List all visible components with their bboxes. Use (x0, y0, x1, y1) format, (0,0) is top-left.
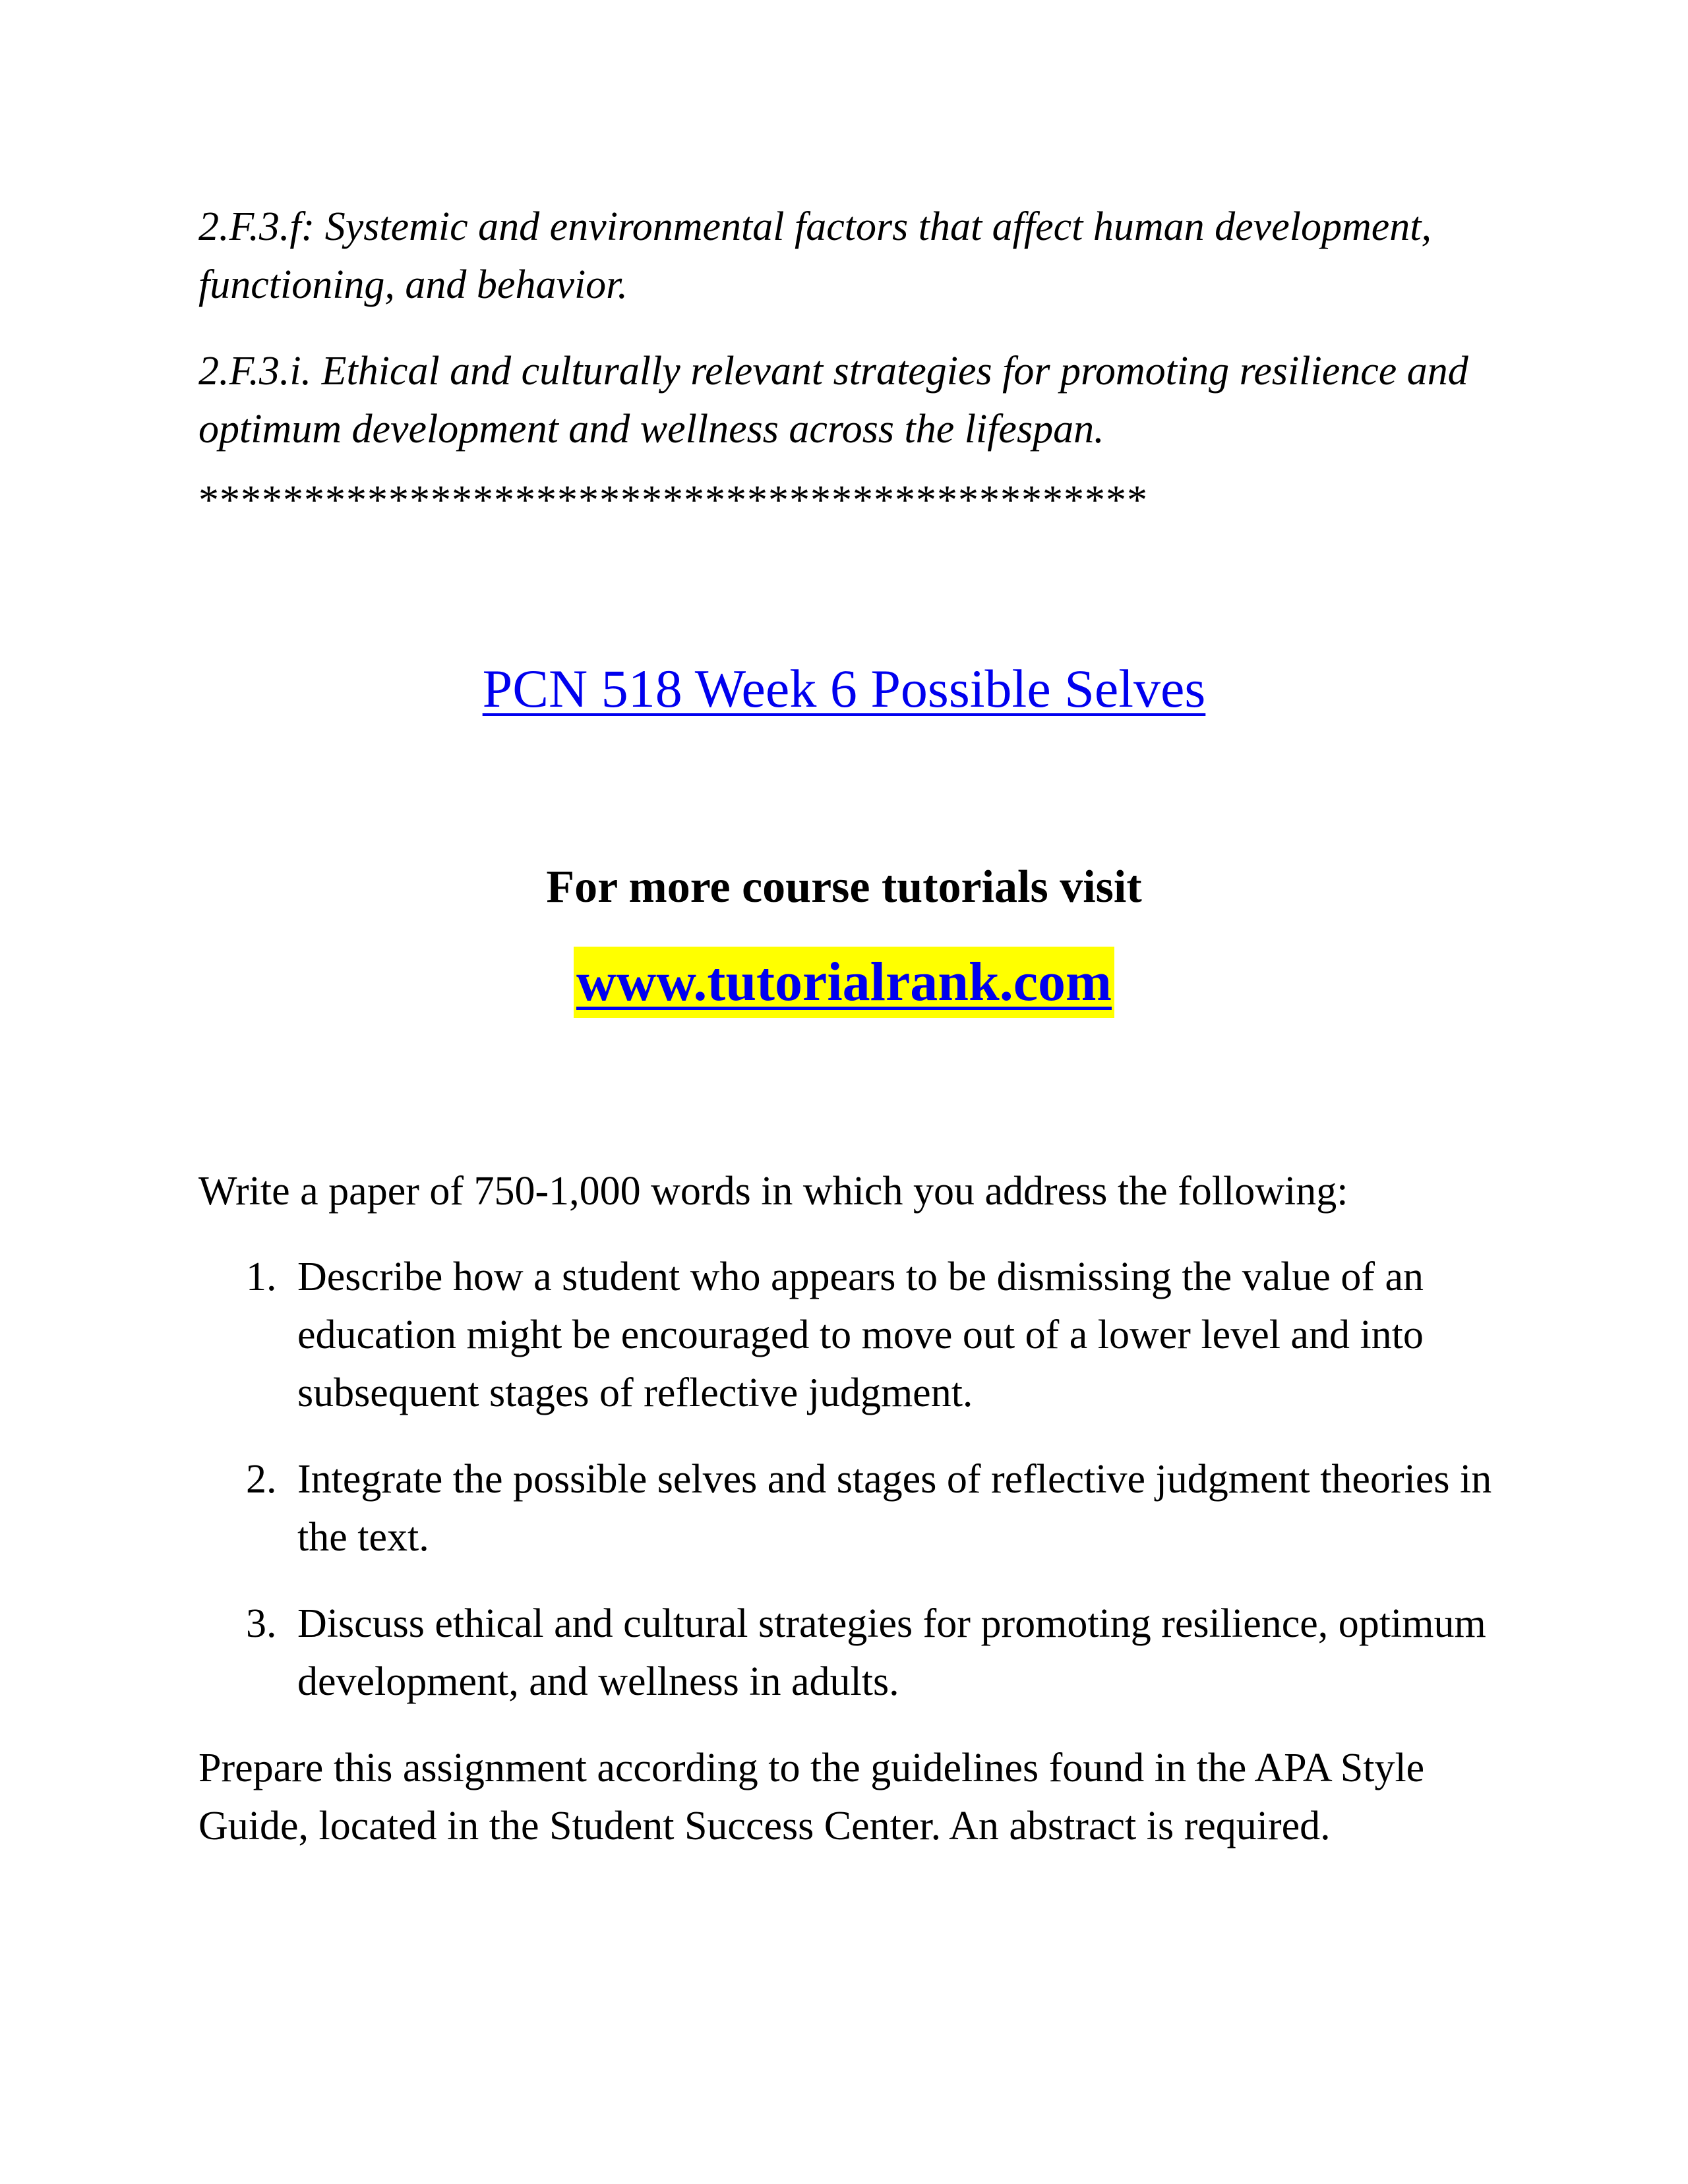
visit-text: For more course tutorials visit (546, 862, 1142, 912)
list-number: 2. (246, 1457, 277, 1502)
site-link[interactable]: www.tutorialrank.com (574, 947, 1114, 1018)
standard-2f3f: 2.F.3.f: Systemic and environmental factors that affect human development, functioning, and behavior. (198, 204, 1432, 307)
list-text: Describe how a student who appears to be dismissing the value of an education might be encouraged to move out of a lower level and into subsequent stages of reflective judgment. (297, 1254, 1424, 1415)
separator-line: ********************************************* (198, 478, 1148, 523)
list-number: 3. (246, 1601, 277, 1646)
list-number: 1. (246, 1254, 277, 1299)
site-link-wrapper (0, 947, 1688, 1018)
intro-text: Write a paper of 750-1,000 words in which you address the following: (198, 1169, 1348, 1214)
standard-2f3i: 2.F.3.i. Ethical and culturally relevant strategies for promoting resilience and optimum development and wellness across the lifespan. (198, 349, 1468, 452)
title-link[interactable]: PCN 518 Week 6 Possible Selves (482, 659, 1206, 719)
list-text: Integrate the possible selves and stages of reflective judgment theories in the text. (297, 1457, 1492, 1560)
list-text: Discuss ethical and cultural strategies for promoting resilience, optimum development, and wellness in adults. (297, 1601, 1486, 1704)
closing-text: Prepare this assignment according to the guidelines found in the APA Style Guide, located in the Student Success Center. An abstract is required. (198, 1746, 1425, 1848)
